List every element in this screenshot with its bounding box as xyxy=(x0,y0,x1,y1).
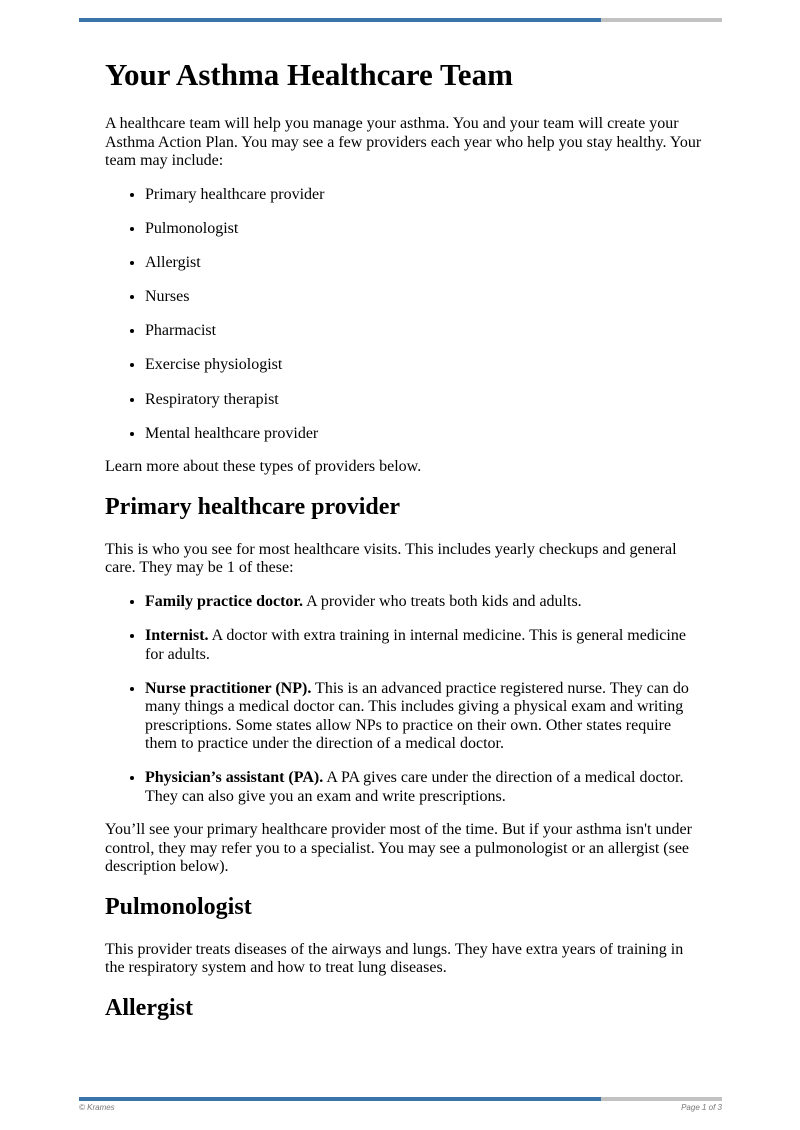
list-item: • Exercise physiologist xyxy=(145,356,705,375)
primary-outro: You’ll see your primary healthcare provider most of the time. But if your asthma isn't under control, they may refer you to a specialist. You may see a pulmonologist or an allergist (see description below). xyxy=(105,821,692,876)
list-item xyxy=(145,627,705,664)
primary-intro: This is who you see for most healthcare visits. This includes yearly checkups and general care. They may be 1 of these: xyxy=(105,540,677,577)
list-item xyxy=(145,769,705,806)
list-item: • Nurses xyxy=(145,288,705,307)
intro-paragraph: A healthcare team will help you manage your asthma. You and your team will create your Asthma Action Plan. You may see a few providers each year who help you stay healthy. Your team may include: xyxy=(105,115,702,169)
footer-copyright: © Krames xyxy=(79,1103,115,1112)
list-item: • Pharmacist xyxy=(145,322,705,341)
section-heading-pulmonologist: Pulmonologist xyxy=(105,893,252,920)
bottom-rule-accent xyxy=(79,1097,601,1101)
footer-page-number: Page 1 of 3 xyxy=(681,1103,722,1112)
list-item: • Primary healthcare provider xyxy=(145,186,705,205)
pulmonologist-text: This provider treats diseases of the airways and lungs. They have extra years of training in the respiratory system and how to treat lung diseases. xyxy=(105,940,684,977)
term: Family practice doctor. xyxy=(145,592,304,610)
page-title: Your Asthma Healthcare Team xyxy=(105,57,513,92)
top-rule xyxy=(79,18,722,22)
definition: This is an advanced practice registered nurse. They can do many things a medical doctor can. This includes giving a physical exam and writing prescriptions. Some states allow NPs to practice on their own. Other states require them to practice under the direction of a medical doctor. xyxy=(145,679,689,753)
definition: A doctor with extra training in internal medicine. This is general medicine for adults. xyxy=(145,627,686,663)
bottom-rule xyxy=(79,1097,722,1101)
list-item xyxy=(145,680,705,754)
definition: A PA gives care under the direction of a medical doctor. They can also give you an exam and write prescriptions. xyxy=(145,769,684,805)
definition: A provider who treats both kids and adults. xyxy=(303,592,582,610)
term: Internist. xyxy=(145,627,209,644)
document-body xyxy=(105,56,705,1042)
term: Nurse practitioner (NP). xyxy=(145,679,312,697)
team-list xyxy=(105,186,705,444)
list-item: • Allergist xyxy=(145,254,705,273)
bottom-rule-gray xyxy=(601,1097,722,1101)
primary-provider-list xyxy=(105,593,705,807)
list-item: • Respiratory therapist xyxy=(145,391,705,410)
learn-more-text: Learn more about these types of providers below. xyxy=(105,458,422,476)
section-heading-allergist: Allergist xyxy=(105,994,193,1021)
list-item: • Mental healthcare provider xyxy=(145,425,705,444)
top-rule-accent xyxy=(79,18,601,22)
list-item: • Pulmonologist xyxy=(145,220,705,239)
term: Physician’s assistant (PA). xyxy=(145,769,324,787)
top-rule-gray xyxy=(601,18,722,22)
section-heading-primary: Primary healthcare provider xyxy=(105,493,401,520)
list-item xyxy=(145,593,705,612)
